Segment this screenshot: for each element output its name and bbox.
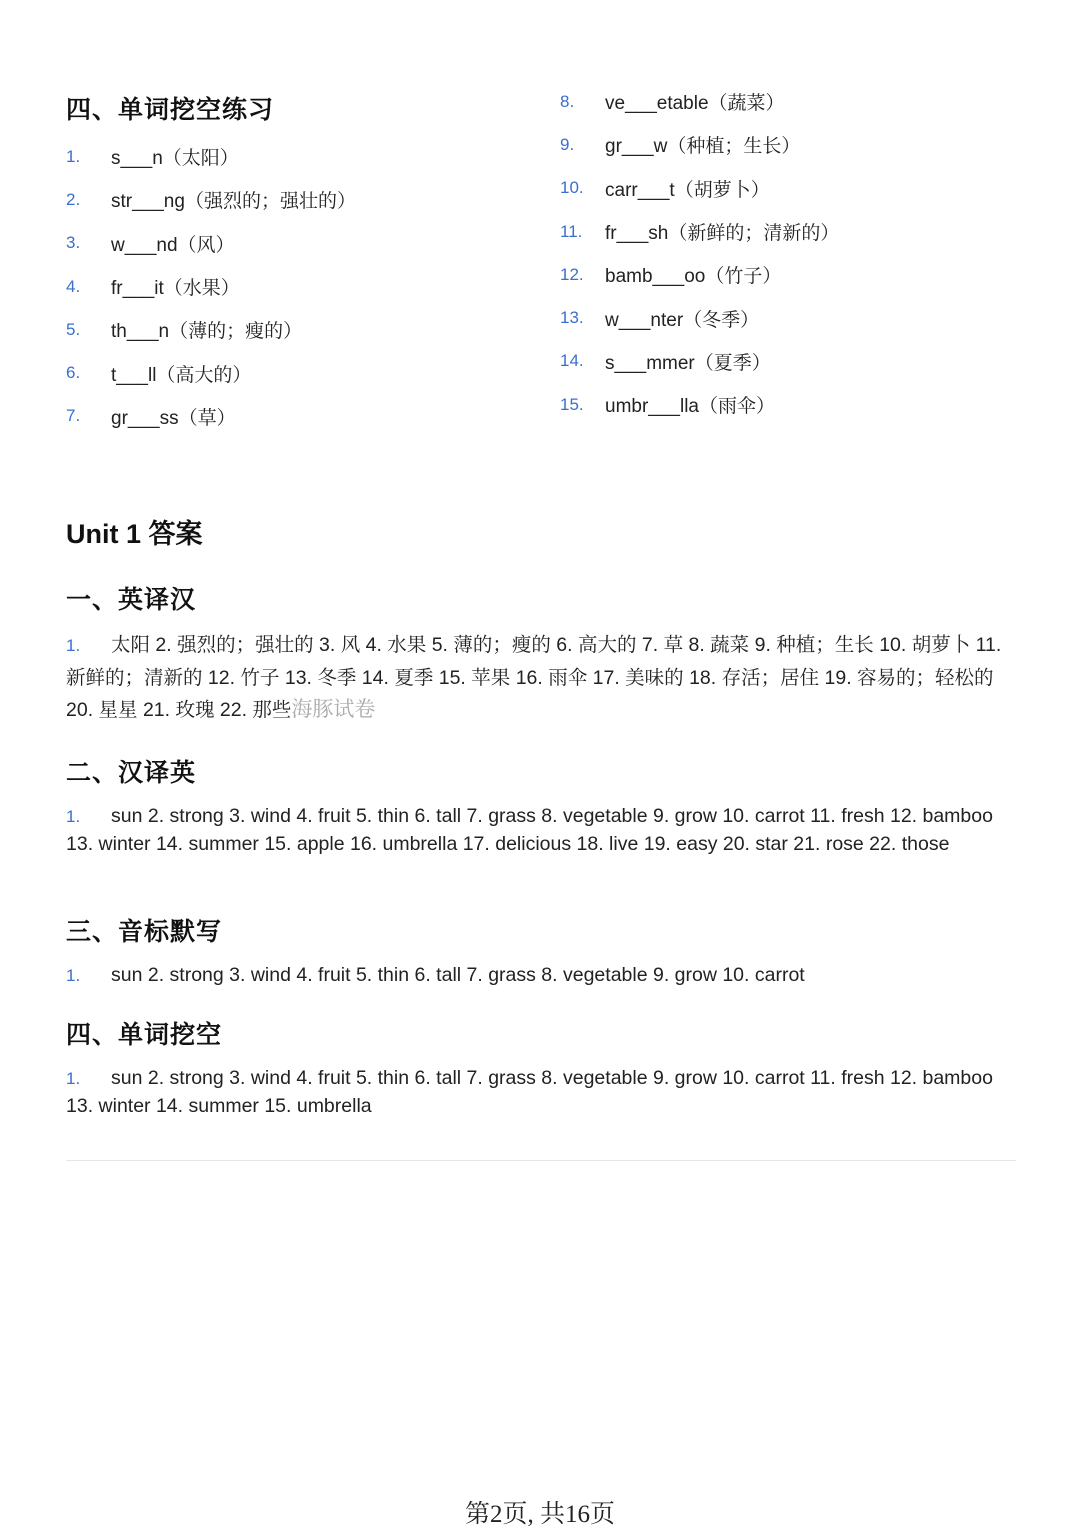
answers-title: Unit 1 答案 [66, 519, 203, 549]
item-number: 9. [560, 134, 575, 154]
list-item [560, 340, 839, 383]
item-text: umbr___lla（雨伞） [605, 396, 775, 418]
item-text: fr___it（水果） [111, 278, 240, 300]
item-number: 15. [560, 394, 584, 414]
list-item [560, 167, 839, 210]
list-item [560, 383, 839, 426]
item-text: carr___t（胡萝卜） [605, 179, 770, 201]
item-text: gr___w（种植；生长） [605, 136, 801, 158]
answer-text: sun 2. strong 3. wind 4. fruit 5. thin 6. tall 7. grass 8. vegetable 9. grow 10. carrot [111, 964, 805, 986]
list-item [560, 296, 839, 339]
list-item [66, 135, 356, 178]
answer-section-title: 三、音标默写 [66, 918, 223, 946]
item-number: 12. [560, 264, 584, 284]
page-number: 第2页, 共16页 [464, 1501, 615, 1528]
item-number: 8. [560, 91, 575, 111]
item-number: 11. [560, 221, 583, 241]
answer-section-title: 一、英译汉 [66, 586, 197, 614]
answer-text: sun 2. strong 3. wind 4. fruit 5. thin 6. tall 7. grass 8. vegetable 9. grow 10. carrot 11. fresh 12. bamboo 13. winter 14. summer 15. apple 16. umbrella 17. delicious 18. live 19. easy 20. star 21. rose 22. those [66, 805, 993, 855]
item-text: fr___sh（新鲜的；清新的） [605, 223, 840, 245]
item-text: gr___ss（草） [111, 407, 236, 429]
list-item [560, 253, 839, 296]
list-item [66, 222, 356, 265]
list-item [66, 351, 356, 394]
item-text: ve___etable（蔬菜） [605, 93, 785, 115]
item-number: 4. [66, 276, 81, 296]
watermark-text: 海豚试卷 [291, 698, 376, 721]
item-number: 3. [66, 233, 81, 253]
answer-number: 1. [66, 966, 81, 985]
answer-paragraph [66, 962, 1016, 990]
item-number: 14. [560, 351, 584, 371]
list-item [66, 308, 356, 351]
answer-number: 1. [66, 636, 81, 655]
list-item [66, 265, 356, 308]
item-number: 7. [66, 406, 81, 426]
answer-text: sun 2. strong 3. wind 4. fruit 5. thin 6. tall 7. grass 8. vegetable 9. grow 10. carrot 11. fresh 12. bamboo 13. winter 14. summer 15. umbrella [66, 1067, 993, 1117]
exercise-title: 四、单词挖空练习 [66, 96, 275, 124]
item-text: str___ng（强烈的；强壮的） [111, 191, 356, 213]
answer-paragraph [66, 629, 1016, 726]
item-text: th___n（薄的；瘦的） [111, 321, 303, 343]
answer-number: 1. [66, 807, 81, 826]
answer-paragraph [66, 803, 1016, 858]
item-text: w___nd（风） [111, 234, 235, 256]
list-item [66, 178, 356, 221]
item-number: 1. [66, 146, 81, 166]
list-item [560, 80, 839, 123]
divider [66, 1160, 1016, 1161]
item-number: 5. [66, 319, 81, 339]
exercise-right-column [560, 80, 839, 426]
exercise-left-column [66, 135, 356, 438]
answer-number: 1. [66, 1069, 81, 1088]
answer-section-title: 四、单词挖空 [66, 1021, 223, 1049]
answer-text: 太阳 2. 强烈的；强壮的 3. 风 4. 水果 5. 薄的；瘦的 6. 高大的 7. 草 8. 蔬菜 9. 种植；生长 10. 胡萝卜 11. 新鲜的；清新的 12. 竹子 13. 冬季 14. 夏季 15. 苹果 16. 雨伞 17. 美味的 18. 存活；居住 19. 容易的；轻松的 20. 星星 21. 玫瑰 22. 那些 [66, 634, 1002, 721]
item-text: t___ll（高大的） [111, 364, 252, 386]
item-text: w___nter（冬季） [605, 309, 760, 331]
item-number: 2. [66, 189, 81, 209]
answer-paragraph [66, 1065, 1016, 1120]
item-text: s___n（太阳） [111, 148, 239, 170]
item-text: bamb___oo（竹子） [605, 266, 782, 288]
item-number: 6. [66, 363, 81, 383]
list-item [560, 123, 839, 166]
item-number: 10. [560, 178, 584, 198]
list-item [560, 210, 839, 253]
item-number: 13. [560, 308, 584, 328]
item-text: s___mmer（夏季） [605, 352, 771, 374]
answer-section-title: 二、汉译英 [66, 759, 197, 787]
list-item [66, 395, 356, 438]
